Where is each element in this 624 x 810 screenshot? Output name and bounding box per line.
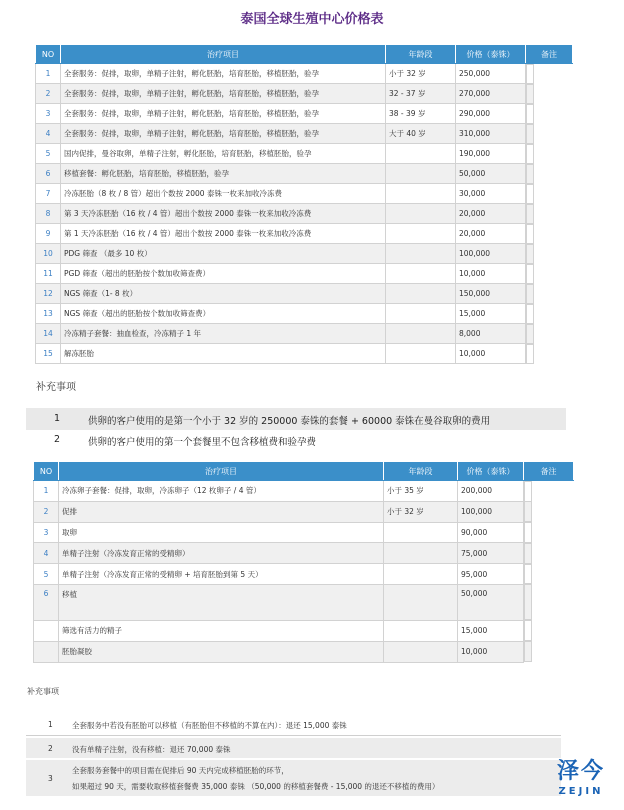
table-row (34, 481, 574, 502)
row-price: 20,000 (456, 204, 526, 224)
row-age (384, 543, 458, 564)
price-table-services (33, 461, 574, 663)
col-header-age: 年龄段 (384, 462, 458, 481)
note-number: 1 (48, 720, 53, 729)
row-number: 10 (36, 244, 61, 264)
note-text: 供卵的客户使用的是第一个小于 32 岁的 250000 泰铢的套餐 + 60000 泰铢在曼谷取卵的费用 (88, 416, 491, 427)
row-price: 250,000 (456, 64, 526, 84)
table-row (36, 124, 573, 144)
row-number: 1 (34, 481, 59, 502)
col-header-item: 治疗项目 (61, 45, 386, 64)
row-age (386, 344, 456, 364)
row-price: 90,000 (458, 522, 524, 543)
row-price: 8,000 (456, 324, 526, 344)
row-number: 2 (36, 84, 61, 104)
row-number: 3 (36, 104, 61, 124)
row-item: PGD 筛查（超出的胚胎按个数加收筛查费） (61, 264, 386, 284)
table-row (36, 164, 573, 184)
row-price: 20,000 (456, 224, 526, 244)
row-age: 小于 32 岁 (384, 501, 458, 522)
row-note (526, 164, 534, 184)
row-item: 全套服务：促排，取卵，单精子注射，孵化胚胎，培育胚胎，移植胚胎，验孕 (61, 104, 386, 124)
row-note (524, 543, 532, 564)
table-header-row (34, 462, 574, 481)
row-number: 5 (34, 564, 59, 585)
table-row (36, 344, 573, 364)
col-header-age: 年龄段 (386, 45, 456, 64)
table-row (36, 104, 573, 124)
row-note (526, 324, 534, 344)
table-row (34, 522, 574, 543)
table-row (36, 304, 573, 324)
row-note (526, 344, 534, 364)
row-age: 小于 35 岁 (384, 481, 458, 502)
row-price: 270,000 (456, 84, 526, 104)
row-price: 150,000 (456, 284, 526, 304)
col-header-price: 价格（泰铢） (458, 462, 524, 481)
row-item: 全套服务：促排，取卵，单精子注射，孵化胚胎，培育胚胎，移植胚胎，验孕 (61, 124, 386, 144)
row-number: 4 (36, 124, 61, 144)
row-item: 解冻胚胎 (61, 344, 386, 364)
row-age (386, 144, 456, 164)
row-number: 6 (36, 164, 61, 184)
row-price: 30,000 (456, 184, 526, 204)
row-price: 200,000 (458, 481, 524, 502)
note-number: 1 (54, 413, 61, 424)
row-note (524, 620, 532, 641)
note-text: 没有单精子注射，没有移植：退还 70,000 泰铢 (72, 745, 231, 754)
table-row (36, 144, 573, 164)
row-note (526, 204, 534, 224)
row-number: 2 (34, 501, 59, 522)
price-table-main (35, 44, 573, 364)
logo-chinese: 泽今 (556, 759, 605, 784)
col-header-price: 价格（泰铢） (456, 45, 526, 64)
table-row (34, 584, 574, 620)
supplement-note (26, 738, 561, 758)
row-note (524, 584, 532, 620)
row-item: 单精子注射（冷冻发育正常的受精卵 + 培育胚胎到第 5 天） (59, 564, 384, 585)
row-item: 胚胎凝胶 (59, 641, 384, 662)
supplement-note (26, 432, 566, 450)
row-number: 7 (36, 184, 61, 204)
row-age (386, 164, 456, 184)
row-item: 取卵 (59, 522, 384, 543)
row-note (526, 184, 534, 204)
supplement-note (26, 760, 561, 796)
row-age (384, 620, 458, 641)
row-age (386, 304, 456, 324)
row-note (524, 564, 532, 585)
row-price: 75,000 (458, 543, 524, 564)
row-note (526, 224, 534, 244)
row-number (34, 641, 59, 662)
table-row (34, 641, 574, 662)
row-note (526, 284, 534, 304)
col-header-no: NO (34, 462, 59, 481)
note-text: 全套服务中若没有胚胎可以移植（有胚胎但不移植的不算在内）：退还 15,000 泰铢 (72, 721, 347, 730)
row-price: 290,000 (456, 104, 526, 124)
row-price: 100,000 (458, 501, 524, 522)
row-price: 15,000 (456, 304, 526, 324)
row-item: 全套服务：促排，取卵，单精子注射，孵化胚胎，培育胚胎，移植胚胎，验孕 (61, 84, 386, 104)
row-number: 12 (36, 284, 61, 304)
row-note (526, 124, 534, 144)
row-item: 移植 (59, 584, 384, 620)
row-number: 15 (36, 344, 61, 364)
row-item: 筛选有活力的精子 (59, 620, 384, 641)
col-header-note: 备注 (524, 462, 574, 481)
row-age (384, 584, 458, 620)
note-text: 全套服务套餐中的项目需在促排后 90 天内完成移植胚胎的环节， (72, 766, 289, 775)
row-number: 6 (34, 584, 59, 620)
row-age (386, 184, 456, 204)
row-price: 15,000 (458, 620, 524, 641)
note-number: 2 (48, 744, 53, 753)
note-text: 供卵的客户使用的第一个套餐里不包含移植费和验孕费 (88, 437, 317, 448)
table-row (36, 184, 573, 204)
table-row (36, 324, 573, 344)
row-age (386, 264, 456, 284)
section-title-supplement-2: 补充事项 (27, 687, 59, 696)
table-row (34, 543, 574, 564)
row-price: 100,000 (456, 244, 526, 264)
row-number: 9 (36, 224, 61, 244)
row-item: 冷冻胚胎（8 枚 / 8 管）超出个数按 2000 泰铢一枚来加收冷冻费 (61, 184, 386, 204)
row-note (526, 84, 534, 104)
note-number: 2 (54, 434, 61, 445)
table-row (34, 620, 574, 641)
row-item: 单精子注射（冷冻发育正常的受精卵） (59, 543, 384, 564)
row-age (386, 244, 456, 264)
row-number: 14 (36, 324, 61, 344)
logo-english: ZEJIN (558, 786, 604, 797)
col-header-note: 备注 (526, 45, 573, 64)
row-note (526, 264, 534, 284)
row-note (524, 481, 532, 502)
row-note (524, 501, 532, 522)
table-row (36, 244, 573, 264)
row-item: 促排 (59, 501, 384, 522)
row-note (526, 104, 534, 124)
row-age (384, 641, 458, 662)
supplement-note (26, 712, 561, 736)
table-row (34, 501, 574, 522)
table-row (36, 284, 573, 304)
zejin-logo (546, 758, 616, 804)
row-price: 50,000 (458, 584, 524, 620)
row-item: PDG 筛查 （最多 10 枚） (61, 244, 386, 264)
row-age (386, 224, 456, 244)
note-text-continued: 如果超过 90 天，需要收取移植套餐费 35,000 泰铢 （50,000 的移植套餐费 - 15,000 的退还不移植的费用） (72, 782, 440, 791)
row-number: 4 (34, 543, 59, 564)
row-age (386, 204, 456, 224)
note-number: 3 (48, 774, 53, 783)
col-header-item: 治疗项目 (59, 462, 384, 481)
row-age: 32 - 37 岁 (386, 84, 456, 104)
table-row (36, 84, 573, 104)
row-number: 8 (36, 204, 61, 224)
page-title: 泰国全球生殖中心价格表 (240, 12, 384, 27)
row-item: 移植套餐：孵化胚胎，培育胚胎，移植胚胎，验孕 (61, 164, 386, 184)
row-item: 第 1 天冷冻胚胎（16 枚 / 4 管）超出个数按 2000 泰铢一枚来加收冷冻费 (61, 224, 386, 244)
row-item: 第 3 天冷冻胚胎（16 枚 / 4 管）超出个数按 2000 泰铢一枚来加收冷冻费 (61, 204, 386, 224)
row-item: 全套服务：促排，取卵，单精子注射，孵化胚胎，培育胚胎，移植胚胎，验孕 (61, 64, 386, 84)
table-row (36, 64, 573, 84)
row-number: 3 (34, 522, 59, 543)
row-note (526, 304, 534, 324)
row-note (526, 144, 534, 164)
row-age: 38 - 39 岁 (386, 104, 456, 124)
row-price: 10,000 (456, 344, 526, 364)
row-age (386, 324, 456, 344)
section-title-supplement: 补充事项 (36, 382, 76, 393)
row-age (384, 564, 458, 585)
table-header-row (36, 45, 573, 64)
table-row (34, 564, 574, 585)
row-item: NGS 筛查（1- 8 枚） (61, 284, 386, 304)
row-number: 1 (36, 64, 61, 84)
row-number: 11 (36, 264, 61, 284)
row-price: 10,000 (456, 264, 526, 284)
row-number (34, 620, 59, 641)
table-row (36, 264, 573, 284)
row-item: 国内促排，曼谷取卵，单精子注射，孵化胚胎，培育胚胎，移植胚胎，验孕 (61, 144, 386, 164)
row-price: 190,000 (456, 144, 526, 164)
row-price: 95,000 (458, 564, 524, 585)
row-number: 5 (36, 144, 61, 164)
row-price: 50,000 (456, 164, 526, 184)
row-note (524, 522, 532, 543)
row-age (384, 522, 458, 543)
table-row (36, 224, 573, 244)
row-age: 大于 40 岁 (386, 124, 456, 144)
row-note (526, 244, 534, 264)
row-age: 小于 32 岁 (386, 64, 456, 84)
row-age (386, 284, 456, 304)
row-price: 310,000 (456, 124, 526, 144)
col-header-no: NO (36, 45, 61, 64)
row-item: 冷冻精子套餐：抽血检查，冷冻精子 1 年 (61, 324, 386, 344)
row-number: 13 (36, 304, 61, 324)
table-row (36, 204, 573, 224)
row-price: 10,000 (458, 641, 524, 662)
row-item: NGS 筛查（超出的胚胎按个数加收筛查费） (61, 304, 386, 324)
supplement-note (26, 408, 566, 430)
row-note (526, 64, 534, 84)
row-note (524, 641, 532, 662)
row-item: 冷冻卵子套餐：促排，取卵，冷冻卵子（12 枚卵子 / 4 管） (59, 481, 384, 502)
